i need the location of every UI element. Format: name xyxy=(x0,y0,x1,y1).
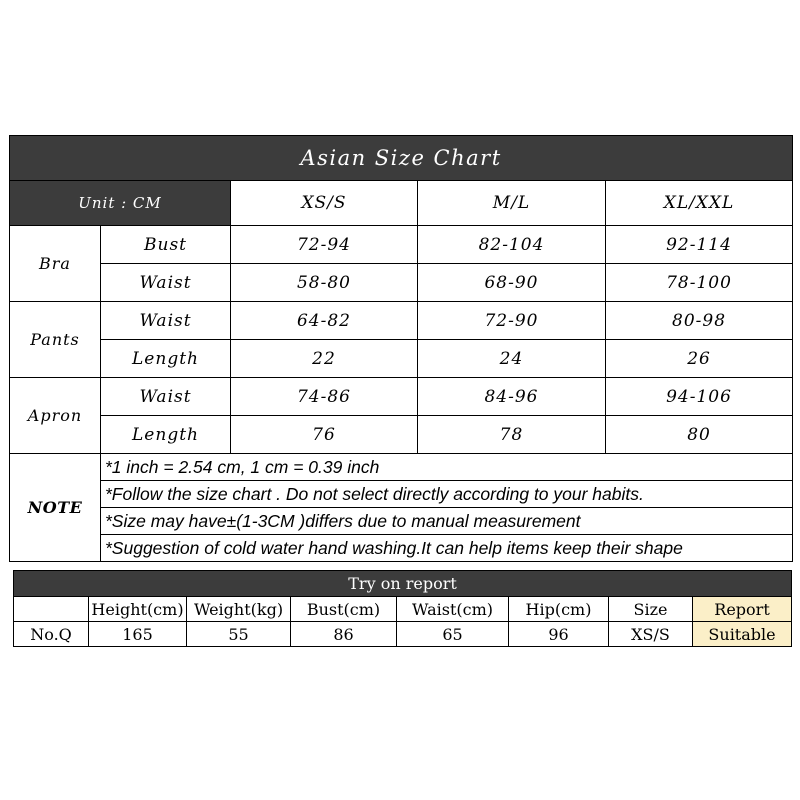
row-label: Waist xyxy=(101,378,231,416)
note-line: *Suggestion of cold water hand washing.It can help items keep their shape xyxy=(101,535,793,562)
row-label: Length xyxy=(101,340,231,378)
note-line: *Size may have±(1-3CM )differs due to manual measurement xyxy=(101,508,793,535)
size-value: 72-94 xyxy=(231,226,418,264)
report-header-bust: Bust(cm) xyxy=(291,597,397,622)
report-model-name: No.Q xyxy=(14,622,89,647)
size-header-m-l: M/L xyxy=(418,181,606,226)
size-header-xs-s: XS/S xyxy=(231,181,418,226)
report-header-report: Report xyxy=(693,597,792,622)
size-value: 82-104 xyxy=(418,226,606,264)
size-value: 26 xyxy=(606,340,793,378)
size-chart-table xyxy=(9,135,793,562)
size-value: 64-82 xyxy=(231,302,418,340)
row-label: Bust xyxy=(101,226,231,264)
report-weight-value: 55 xyxy=(187,622,291,647)
note-label: NOTE xyxy=(10,454,101,562)
report-waist-value: 65 xyxy=(397,622,509,647)
report-bust-value: 86 xyxy=(291,622,397,647)
size-value: 80-98 xyxy=(606,302,793,340)
row-label: Waist xyxy=(101,302,231,340)
size-value: 78 xyxy=(418,416,606,454)
try-on-report-title: Try on report xyxy=(14,571,792,597)
note-line: *1 inch = 2.54 cm, 1 cm = 0.39 inch xyxy=(101,454,793,481)
report-header-weight: Weight(kg) xyxy=(187,597,291,622)
note-line: *Follow the size chart . Do not select directly according to your habits. xyxy=(101,481,793,508)
report-height-value: 165 xyxy=(89,622,187,647)
size-value: 84-96 xyxy=(418,378,606,416)
size-value: 76 xyxy=(231,416,418,454)
report-size-value: XS/S xyxy=(609,622,693,647)
report-hip-value: 96 xyxy=(509,622,609,647)
size-value: 24 xyxy=(418,340,606,378)
group-label-apron: Apron xyxy=(10,378,101,454)
size-value: 78-100 xyxy=(606,264,793,302)
report-header-height: Height(cm) xyxy=(89,597,187,622)
try-on-report-table xyxy=(13,570,792,647)
group-label-pants: Pants xyxy=(10,302,101,378)
row-label: Waist xyxy=(101,264,231,302)
size-value: 74-86 xyxy=(231,378,418,416)
size-value: 94-106 xyxy=(606,378,793,416)
size-chart-title: Asian Size Chart xyxy=(10,136,793,181)
size-header-xl-xxl: XL/XXL xyxy=(606,181,793,226)
size-value: 68-90 xyxy=(418,264,606,302)
row-label: Length xyxy=(101,416,231,454)
report-result-value: Suitable xyxy=(693,622,792,647)
report-header-waist: Waist(cm) xyxy=(397,597,509,622)
size-value: 80 xyxy=(606,416,793,454)
report-header-blank xyxy=(14,597,89,622)
size-value: 72-90 xyxy=(418,302,606,340)
report-header-size: Size xyxy=(609,597,693,622)
group-label-bra: Bra xyxy=(10,226,101,302)
size-value: 58-80 xyxy=(231,264,418,302)
unit-label: Unit : CM xyxy=(10,181,231,226)
report-header-hip: Hip(cm) xyxy=(509,597,609,622)
size-value: 22 xyxy=(231,340,418,378)
size-value: 92-114 xyxy=(606,226,793,264)
